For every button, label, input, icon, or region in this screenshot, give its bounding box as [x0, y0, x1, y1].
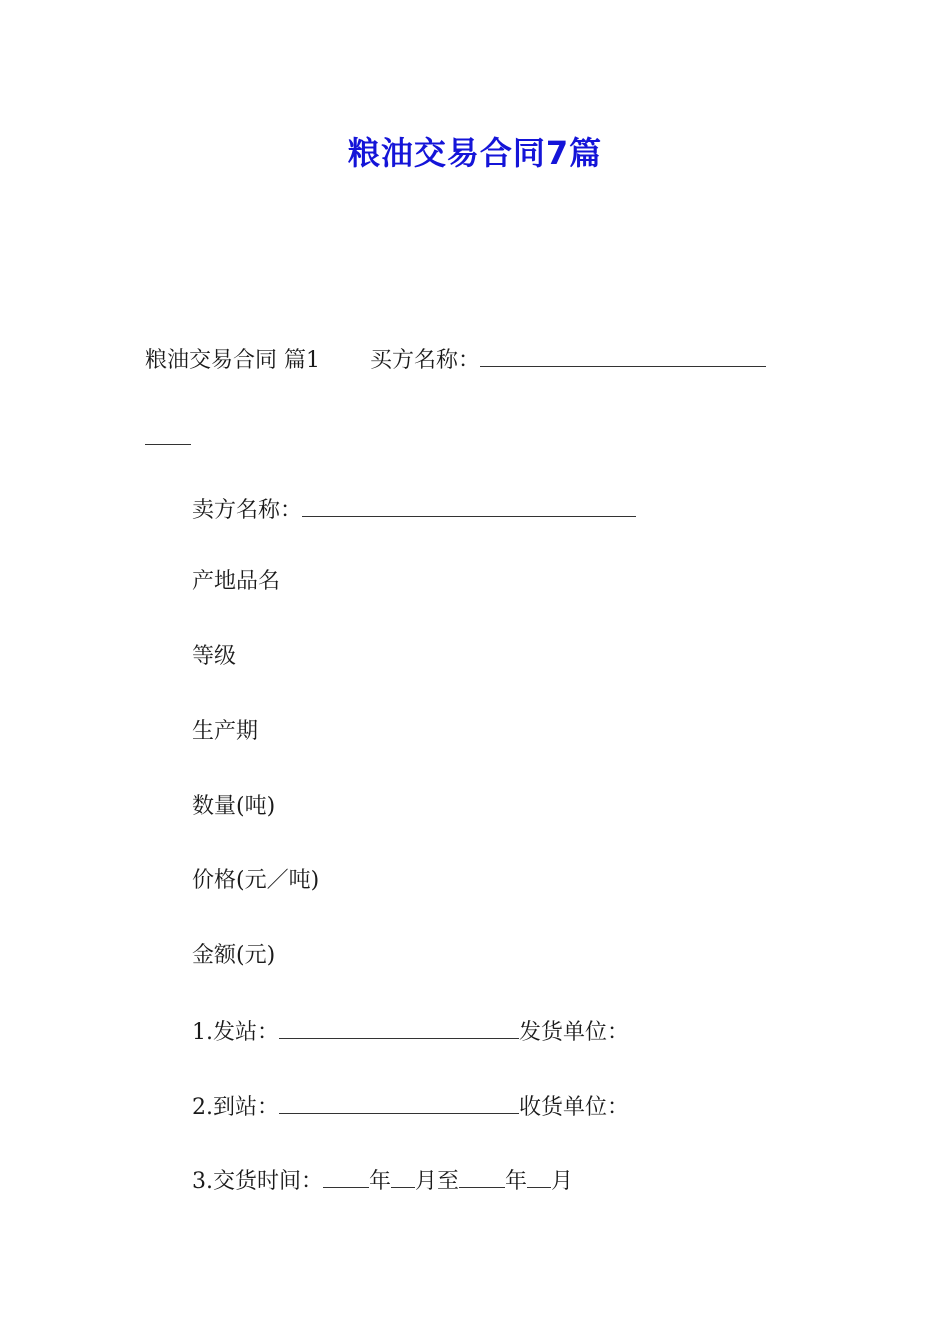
shipper-label: 发货单位：: [519, 1020, 630, 1045]
delivery-time-line: [192, 1165, 573, 1197]
end-month-label: 月: [551, 1169, 574, 1194]
arrival-line: [192, 1091, 629, 1123]
price-label: 价格(元／吨): [192, 868, 320, 893]
quantity-label: 数量(吨): [192, 794, 276, 819]
origin-name-label: 产地品名: [192, 569, 281, 594]
seller-line: [192, 494, 636, 526]
receiver-label: 收货单位：: [519, 1095, 630, 1120]
amount-label: 金额(元): [192, 943, 276, 968]
start-year-label: 年: [369, 1169, 392, 1194]
production-date-label: 生产期: [192, 719, 259, 744]
arrival-label: 2.到站：: [192, 1095, 279, 1120]
seller-blank[interactable]: [302, 494, 636, 517]
section-heading-line: [145, 344, 766, 376]
end-year-blank[interactable]: [459, 1165, 505, 1188]
section-title: 粮油交易合同 篇1: [145, 348, 320, 373]
end-year-label: 年: [505, 1169, 528, 1194]
delivery-time-label: 3.交货时间：: [192, 1169, 323, 1194]
departure-blank[interactable]: [279, 1016, 519, 1039]
departure-label: 1.发站：: [192, 1020, 279, 1045]
start-month-blank[interactable]: [391, 1165, 415, 1188]
end-month-blank[interactable]: [527, 1165, 551, 1188]
buyer-label: 买方名称：: [370, 348, 481, 373]
buyer-blank[interactable]: [480, 344, 766, 367]
start-month-label: 月至: [415, 1169, 460, 1194]
buyer-blank-continuation[interactable]: [145, 428, 191, 445]
departure-line: [192, 1016, 629, 1048]
seller-label: 卖方名称：: [192, 498, 303, 523]
grade-label: 等级: [192, 644, 237, 669]
arrival-blank[interactable]: [279, 1091, 519, 1114]
start-year-blank[interactable]: [323, 1165, 369, 1188]
document-title: 粮油交易合同7篇: [347, 134, 603, 172]
